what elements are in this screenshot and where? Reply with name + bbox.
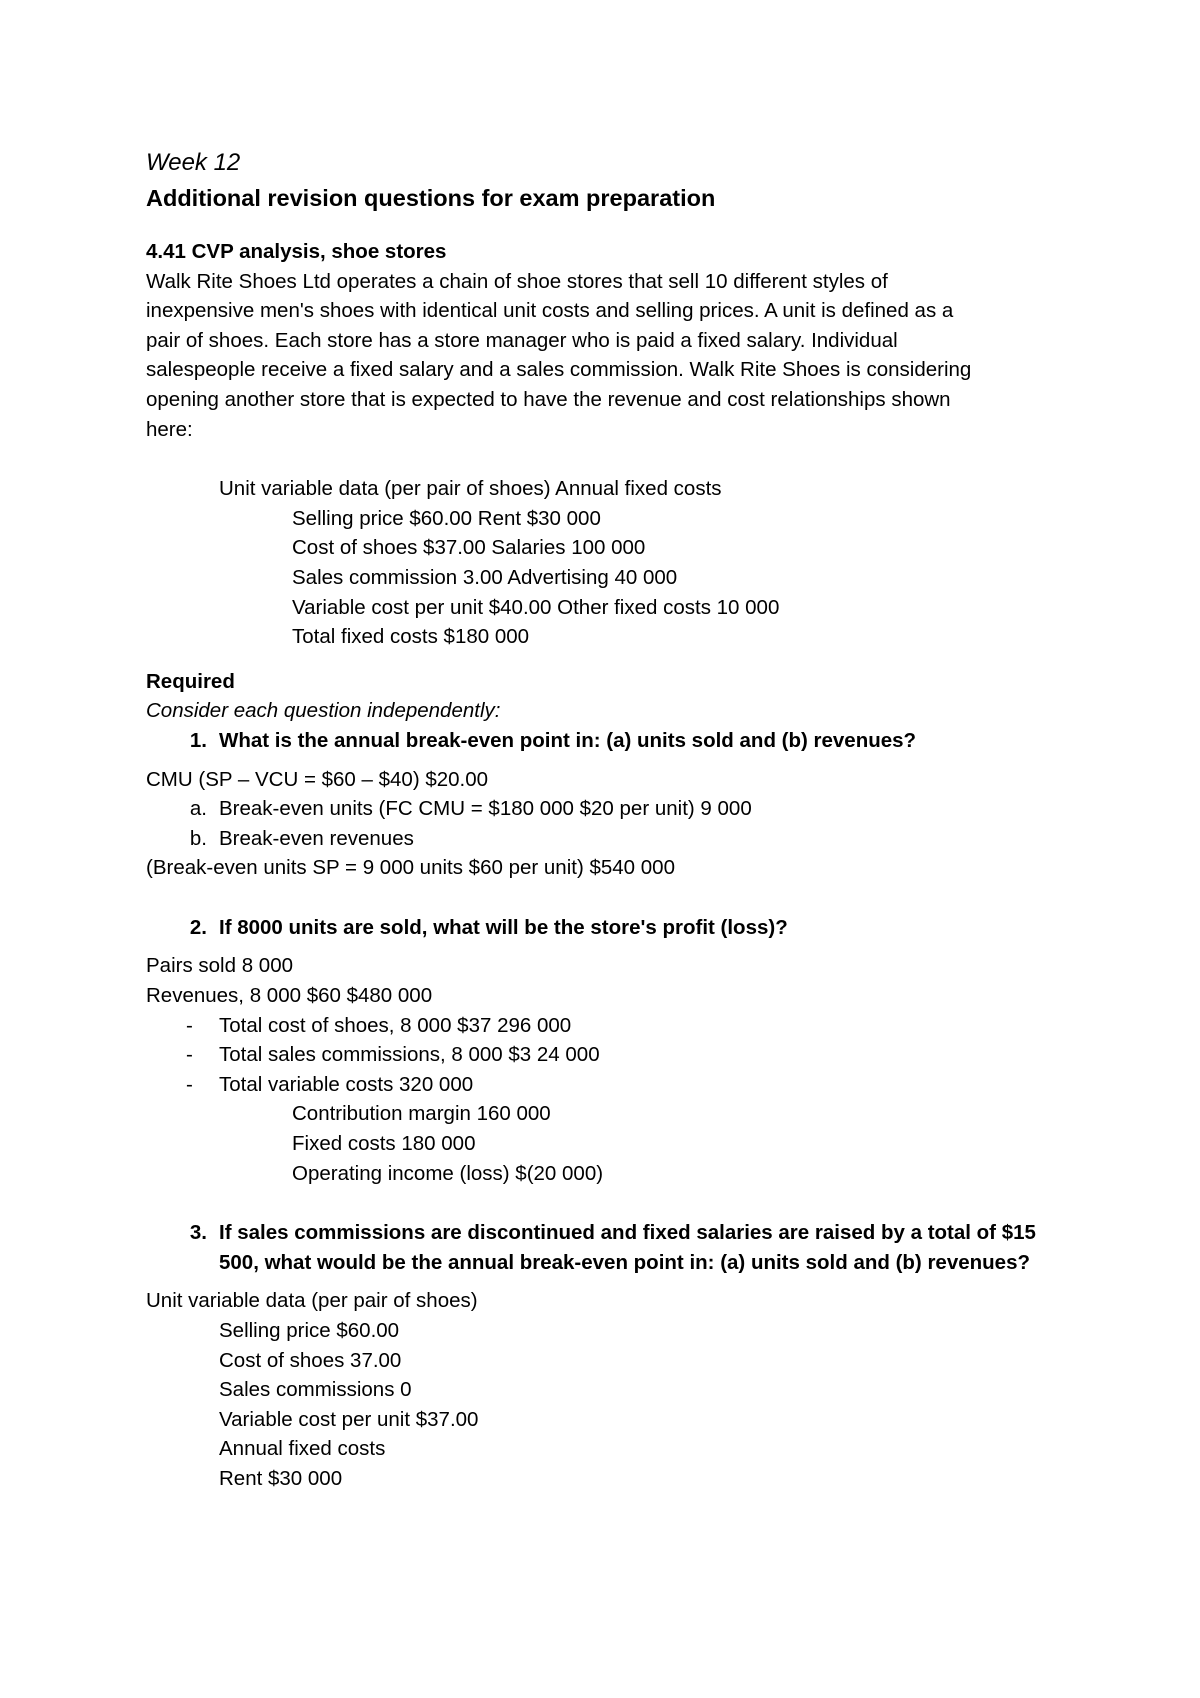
data-line: Selling price $60.00 (219, 1319, 400, 1342)
intro-line: pair of shoes. Each store has a store manager who is paid a fixed salary. Individual (146, 328, 898, 352)
dash-item (146, 1040, 1066, 1070)
result-line: Contribution margin 160 000 (292, 1102, 551, 1126)
cost-table-row: Cost of shoes $37.00 Salaries 100 000 (292, 536, 646, 560)
answer-b (146, 824, 1066, 854)
cost-table-row: Total fixed costs $180 000 (292, 625, 530, 649)
data-line: Cost of shoes 37.00 (219, 1348, 402, 1372)
data-line: Rent $30 000 (219, 1466, 343, 1490)
dash-marker: - (186, 1072, 193, 1096)
question-2 (146, 913, 1066, 943)
answer-b-calc: (Break-even units SP = 9 000 units $60 per unit) $540 000 (146, 856, 675, 880)
document-title: Additional revision questions for exam preparation (146, 185, 716, 211)
unit-variable-data: Unit variable data (per pair of shoes) (146, 1289, 478, 1313)
intro-line: salespeople receive a fixed salary and a sales commission. Walk Rite Shoes is considering (146, 358, 972, 382)
required-note: Consider each question independently: (146, 699, 501, 723)
required-heading: Required (146, 669, 235, 693)
list-marker: b. (189, 826, 207, 850)
result-line: Fixed costs 180 000 (292, 1132, 476, 1156)
list-marker: a. (189, 797, 207, 821)
problem-heading: 4.41 CVP analysis, shoe stores (146, 240, 447, 263)
answer-a (146, 794, 1066, 824)
data-line: Sales commissions 0 (219, 1378, 412, 1402)
data-line: Annual fixed costs (219, 1437, 386, 1461)
week-label: Week 12 (146, 149, 241, 176)
dash-text: Total sales commissions, 8 000 $3 24 000 (219, 1043, 600, 1067)
question-text: If 8000 units are sold, what will be the store's profit (loss)? (219, 915, 788, 939)
cost-table-row: Variable cost per unit $40.00 Other fixed costs 10 000 (292, 595, 780, 619)
data-line: Variable cost per unit $37.00 (219, 1407, 479, 1431)
revenues-line: Revenues, 8 000 $60 $480 000 (146, 984, 433, 1008)
intro-line: opening another store that is expected to have the revenue and cost relationships shown (146, 387, 951, 411)
question-1 (146, 726, 1066, 756)
question-number: 1. (189, 728, 207, 752)
dash-text: Total variable costs 320 000 (219, 1072, 474, 1096)
dash-text: Total cost of shoes, 8 000 $37 296 000 (219, 1013, 572, 1037)
dash-item (146, 1011, 1066, 1041)
document-page (146, 148, 1066, 1494)
answer-text: Break-even units (FC CMU = $180 000 $20 per unit) 9 000 (219, 797, 752, 821)
dash-item (146, 1070, 1066, 1100)
dash-marker: - (186, 1043, 193, 1067)
intro-line: Walk Rite Shoes Ltd operates a chain of shoe stores that sell 10 different styles of (146, 269, 888, 293)
cost-table-row: Selling price $60.00 Rent $30 000 (292, 506, 601, 530)
cost-table-row: Sales commission 3.00 Advertising 40 000 (292, 565, 678, 589)
question-number: 2. (189, 915, 207, 939)
problem-intro (146, 267, 1066, 445)
dash-marker: - (186, 1013, 193, 1037)
question-text: If sales commissions are discontinued and fixed salaries are raised by a total of $15 500, what would be the annual break-even point in: (a) units sold and (b) revenues? (219, 1221, 1036, 1274)
pairs-sold: Pairs sold 8 000 (146, 954, 294, 978)
cost-table-header: Unit variable data (per pair of shoes) Annual fixed costs (219, 477, 722, 501)
question-text: What is the annual break-even point in: (a) units sold and (b) revenues? (219, 728, 917, 752)
question-number: 3. (189, 1221, 207, 1245)
answer-text: Break-even revenues (219, 826, 414, 850)
intro-line: here: (146, 417, 193, 441)
cmu-line: CMU (SP – VCU = $60 – $40) $20.00 (146, 767, 489, 791)
intro-line: inexpensive men's shoes with identical unit costs and selling prices. A unit is defined as a (146, 299, 954, 323)
question-3 (146, 1218, 1066, 1277)
result-line: Operating income (loss) $(20 000) (292, 1161, 604, 1185)
